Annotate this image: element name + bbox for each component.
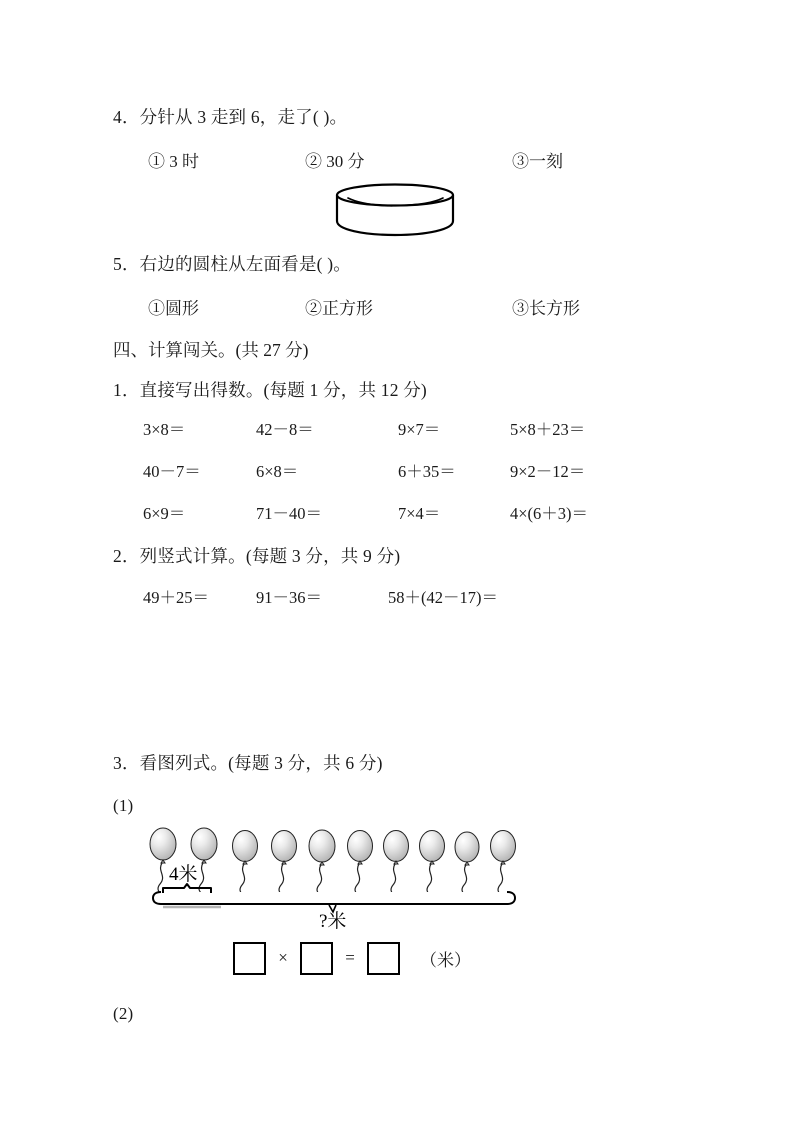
math-expression[interactable]: 6×9＝ [143,504,186,523]
question-4-option-3[interactable] [512,147,563,172]
question-5-stem [113,252,351,277]
question-5-text: 右边的圆柱从左面看是( )。 [139,254,351,274]
question-5-option-3[interactable] [512,294,580,319]
cylinder-icon [334,182,456,238]
question-4-stem [113,105,347,130]
subsection-2-text: 列竖式计算。(每题 3 分，共 9 分) [139,546,401,566]
math-expression[interactable]: 71－40＝ [256,504,322,523]
total-length-label: ?米 [319,911,347,930]
answer-box-3[interactable] [367,942,400,975]
math-expression[interactable]: 4×(6＋3)＝ [510,504,589,523]
interval-length-label: 4米 [169,864,198,885]
equals-operator: = [345,948,355,967]
question-5-options [0,294,793,320]
answer-box-1[interactable] [233,942,266,975]
option-marker: ② [305,299,322,318]
option-label: 正方形 [322,299,373,318]
question-4-option-1[interactable] [148,147,199,172]
answer-unit-label: （米） [420,950,471,970]
subsection-3-number: 3． [113,753,140,773]
question-5-number: 5． [113,254,140,274]
math-expression[interactable]: 40－7＝ [143,462,201,481]
option-label: 3 时 [165,152,199,171]
subsection-1-text: 直接写出得数。(每题 1 分，共 12 分) [139,380,427,400]
balloon-rope-figure [147,826,519,930]
mental-math-grid [143,416,673,542]
subsection-1-title [113,378,427,403]
subsection-3-text: 看图列式。(每题 3 分，共 6 分) [139,753,383,773]
subsection-2-title [113,544,400,569]
question-4-text: 分针从 3 走到 6，走了( )。 [139,107,348,127]
table-row [143,500,673,542]
math-expression[interactable]: 42－8＝ [256,420,314,439]
math-expression[interactable]: 3×8＝ [143,420,186,439]
multiply-operator: × [278,948,288,967]
question-5-option-1[interactable] [148,294,199,319]
option-marker: ③ [512,152,529,171]
section-4-heading: 四、计算闯关。(共 27 分) [113,340,309,360]
math-expression[interactable]: 6＋35＝ [398,462,456,481]
option-marker: ② [305,152,322,171]
option-label: 圆形 [165,299,199,318]
answer-box-2[interactable] [300,942,333,975]
cylinder-figure [334,182,456,238]
option-label: 一刻 [529,152,563,171]
subsection-1-number: 1． [113,380,140,400]
balloons-diagram-icon [147,826,519,930]
math-expression[interactable]: 9×2－12＝ [510,462,586,481]
table-row [143,458,673,500]
question-4-option-2[interactable] [305,147,365,172]
math-expression[interactable]: 58＋(42－17)＝ [388,588,498,607]
math-expression[interactable]: 6×8＝ [256,462,299,481]
question-4-number: 4． [113,107,140,127]
table-row [143,416,673,458]
math-expression[interactable]: 49＋25＝ [143,588,209,607]
option-marker: ③ [512,299,529,318]
vertical-calc-row [143,584,673,614]
math-expression[interactable]: 7×4＝ [398,504,441,523]
math-expression[interactable]: 91－36＝ [256,588,322,607]
option-label: 长方形 [529,299,580,318]
question-4-options [0,147,793,173]
work-space-area[interactable] [113,620,673,735]
option-label: 30 分 [322,152,365,171]
option-marker: ① [148,299,165,318]
subsection-3-part-2-label: (2) [113,1004,134,1023]
subsection-3-title [113,751,383,776]
subsection-2-number: 2． [113,546,140,566]
math-expression[interactable]: 5×8＋23＝ [510,420,586,439]
subsection-3-part-1-label: (1) [113,796,134,815]
answer-expression-row [233,938,471,978]
option-marker: ① [148,152,165,171]
question-5-option-2[interactable] [305,294,373,319]
math-expression[interactable]: 9×7＝ [398,420,441,439]
